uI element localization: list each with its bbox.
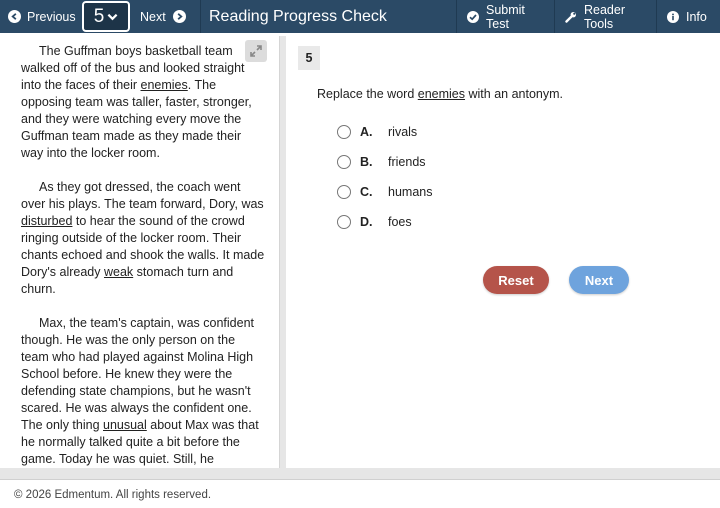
passage-text-segment: stomach turn and churn. <box>21 265 234 296</box>
question-selector[interactable] <box>82 1 130 32</box>
passage-paragraph <box>21 179 265 298</box>
prompt-text: with an antonym. <box>465 87 563 101</box>
underlined-word: enemies <box>140 78 188 92</box>
prompt-underlined-word: enemies <box>417 87 466 101</box>
answer-option-a[interactable] <box>337 125 417 139</box>
passage-text-segment: As they got dressed, the coach went over his plays. The team forward, Dory, was <box>21 180 264 211</box>
info-label: Info <box>686 9 707 24</box>
arrow-left-circle-icon <box>8 10 21 23</box>
passage-text <box>0 36 279 468</box>
passage-paragraph <box>21 315 265 468</box>
option-letter: A. <box>360 125 373 139</box>
option-text: rivals <box>388 125 418 139</box>
reader-tools-button[interactable] <box>554 0 656 33</box>
question-number-badge: 5 <box>298 46 320 70</box>
underlined-word: unusual <box>103 418 147 432</box>
radio-button[interactable] <box>337 155 351 169</box>
submit-test-button[interactable] <box>456 0 554 33</box>
top-toolbar <box>0 0 720 33</box>
bottom-scroll-band <box>0 468 720 480</box>
underlined-word: disturbed <box>21 214 73 228</box>
next-label: Next <box>140 9 166 24</box>
info-button[interactable] <box>656 0 720 33</box>
wrench-icon <box>565 11 577 23</box>
passage-text-segment: about Max was that he normally talked quite a bit before the game. Today he was quiet. Still, he <box>21 418 259 466</box>
footer <box>0 481 720 508</box>
previous-label: Previous <box>27 9 76 24</box>
option-text: humans <box>388 185 433 199</box>
passage-text-segment: Max, the team's captain, was confident though. He was the only person on the team who had played against Molina High School before. He knew they were the defending state champions, but he wasn't scared. He was always the confident one. The only thing <box>21 316 254 432</box>
info-circle-icon <box>667 11 679 23</box>
arrow-right-circle-icon <box>173 10 186 23</box>
expand-icon[interactable] <box>245 40 267 62</box>
option-letter: D. <box>360 215 373 229</box>
question-prompt <box>317 87 563 101</box>
test-title: Reading Progress Check <box>200 0 456 33</box>
answer-option-d[interactable] <box>337 215 412 229</box>
option-text: foes <box>388 215 412 229</box>
option-letter: B. <box>360 155 373 169</box>
passage-text-segment: The Guffman boys basketball team walked off of the bus and looked straight into the faces of their <box>21 44 245 92</box>
reset-button[interactable]: Reset <box>483 266 549 294</box>
reader-tools-label: Reader Tools <box>584 2 625 31</box>
passage-text-segment: to hear the sound of the crowd ringing outside of the locker room. Their chants echoed and shook the walls. It made Dory's already <box>21 214 265 279</box>
passage-panel[interactable] <box>0 36 280 468</box>
passage-text-segment: . The opposing team was taller, faster, stronger, and they were watching every move the Guffman team made as they made their way into the locker room. <box>21 78 252 160</box>
option-letter: C. <box>360 185 373 199</box>
next-button[interactable]: Next <box>569 266 629 294</box>
previous-button[interactable] <box>0 0 82 33</box>
answer-option-b[interactable] <box>337 155 426 169</box>
radio-button[interactable] <box>337 215 351 229</box>
radio-button[interactable] <box>337 185 351 199</box>
question-panel <box>286 36 720 468</box>
radio-button[interactable] <box>337 125 351 139</box>
underlined-word: weak <box>103 265 134 279</box>
chevron-down-icon <box>107 13 118 21</box>
check-circle-icon <box>467 11 479 23</box>
option-text: friends <box>388 155 426 169</box>
passage-paragraph <box>21 43 265 162</box>
next-question-toolbar-button[interactable] <box>130 0 200 33</box>
question-selector-value: 5 <box>93 5 105 27</box>
submit-test-label: Submit Test <box>486 2 525 31</box>
copyright-text: © 2026 Edmentum. All rights reserved. <box>14 488 212 501</box>
answer-option-c[interactable] <box>337 185 432 199</box>
prompt-text: Replace the word <box>317 87 418 101</box>
